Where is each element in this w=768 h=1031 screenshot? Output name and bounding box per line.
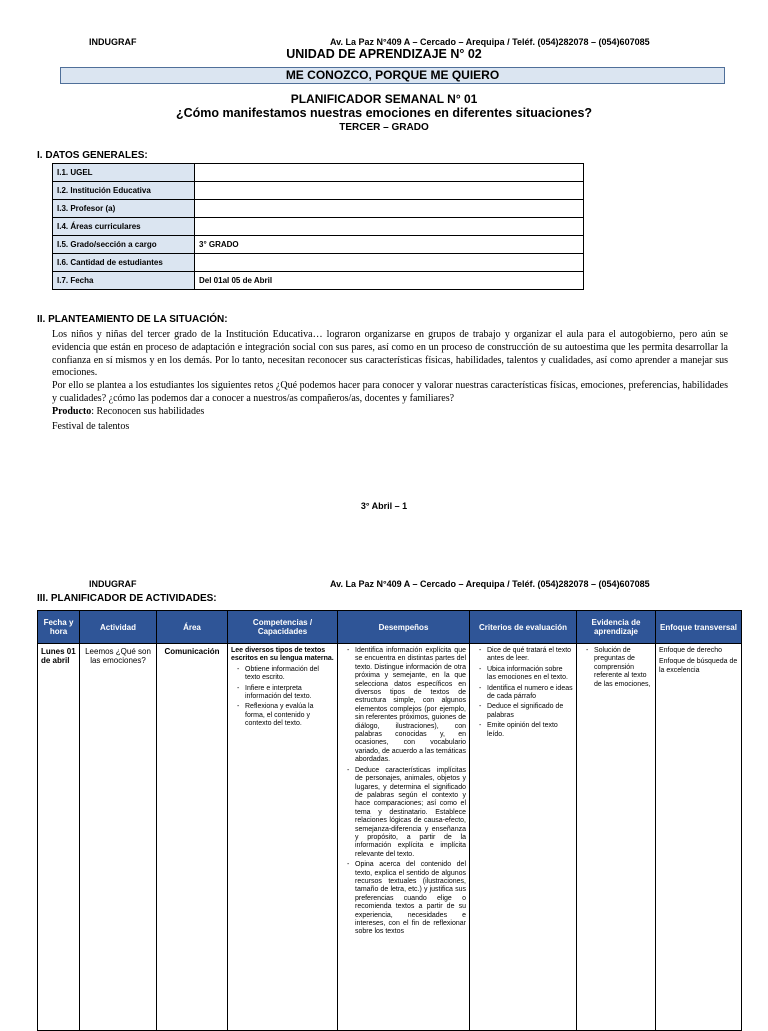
row-key: I.6. Cantidad de estudiantes <box>53 254 195 272</box>
general-data-table <box>52 163 584 290</box>
competence-title: Lee diversos tipos de textos escritos en su lengua materna. <box>231 647 334 663</box>
row-value: Del 01al 05 de Abril <box>195 272 584 290</box>
performances-list <box>341 647 466 937</box>
col-header-approach: Enfoque transversal <box>656 611 742 644</box>
list-item: - Deduce características implícitas de personajes, animales, objetos y lugares, y determina el significado de palabras según el contexto y hace comparaciones; así como el tema y destinatario. Establece relaciones lógicas de causa-efecto, semejanza-diferencia y enseñanza y propósito, a partir de la información explícita e implícita relevante del texto. <box>349 767 466 859</box>
row-value <box>195 200 584 218</box>
situation-paragraph-2: Por ello se plantea a los estudiantes los siguientes retos ¿Qué podemos hacer para conocer y valorar nuestras características físicas, emociones, preferencias, habilidades y cualidades? ¿cómo las podemos dar a conocer a nuestros/as compañeros/as, docentes y familiares? <box>52 380 728 404</box>
header-company-page-2: INDUGRAF <box>89 579 137 589</box>
table-row <box>53 254 584 272</box>
cell-area: Comunicación <box>157 644 228 1031</box>
col-header-date: Fecha y hora <box>38 611 80 644</box>
capacities-list <box>231 666 334 729</box>
section-1-heading: I. DATOS GENERALES: <box>37 150 148 161</box>
col-header-performances: Desempeños <box>338 611 470 644</box>
list-item: - Emite opinión del texto leído. <box>481 722 573 739</box>
col-header-activity: Actividad <box>80 611 157 644</box>
list-item: - Deduce el significado de palabras <box>481 703 573 720</box>
section-3-heading: III. PLANIFICADOR DE ACTIVIDADES: <box>37 593 217 604</box>
row-key: I.4. Áreas curriculares <box>53 218 195 236</box>
header-address-page-2: Av. La Paz N°409 A – Cercado – Arequipa / Teléf. (054)282078 – (054)607085 <box>330 579 650 589</box>
table-row <box>38 644 742 1031</box>
row-value <box>195 182 584 200</box>
unit-name-band: ME CONOZCO, PORQUE ME QUIERO <box>60 67 725 84</box>
approach-item: Enfoque de búsqueda de la excelencia <box>659 658 738 674</box>
list-item: - Infiere e interpreta información del texto. <box>239 685 334 702</box>
col-header-criteria: Criterios de evaluación <box>470 611 577 644</box>
row-key: I.1. UGEL <box>53 164 195 182</box>
list-item: - Identifica información explícita que se encuentra en distintas partes del texto. Distingue información de otra próxima y semejante, en la que selecciona datos específicos en diversos tipos de textos de estructura simple, con algunos elementos complejos (por ejemplo, sin referentes próximos, guiones de diálogo, ilustraciones), con palabras conocidas y, en ocasiones, con vocabulario variado, de acuerdo a las temáticas abordadas. <box>349 647 466 765</box>
approach-item: Enfoque de derecho <box>659 647 723 654</box>
list-item: - Reflexiona y evalúa la forma, el contenido y contexto del texto. <box>239 703 334 728</box>
header-company: INDUGRAF <box>89 37 137 47</box>
list-item: - Obtiene información del texto escrito. <box>239 666 334 683</box>
table-row <box>53 218 584 236</box>
cell-activity: Leemos ¿Qué son las emociones? <box>80 644 157 1031</box>
cell-criteria <box>470 644 577 1031</box>
product-line <box>52 406 728 419</box>
product-label: Producto <box>52 405 92 417</box>
criteria-list <box>473 647 573 739</box>
table-row <box>53 272 584 290</box>
col-header-competencies: Competencias / Capacidades <box>228 611 338 644</box>
list-item: - Solución de preguntas de comprensión referente al texto de las emociones, <box>588 647 652 689</box>
row-value: 3° GRADO <box>195 236 584 254</box>
cell-approach <box>656 644 742 1031</box>
planner-title: PLANIFICADOR SEMANAL N° 01 <box>290 92 478 106</box>
list-item: - Ubica información sobre las emociones en el texto. <box>481 666 573 683</box>
row-key: I.2. Institución Educativa <box>53 182 195 200</box>
col-header-evidence: Evidencia de aprendizaje <box>577 611 656 644</box>
cell-date: Lunes 01 de abril <box>38 644 80 1031</box>
festival-line: Festival de talentos <box>52 420 130 432</box>
cell-performances <box>338 644 470 1031</box>
header-address: Av. La Paz N°409 A – Cercado – Arequipa / Teléf. (054)282078 – (054)607085 <box>330 37 650 47</box>
product-text: : Reconocen sus habilidades <box>91 405 205 417</box>
grade-label: TERCER – GRADO <box>339 122 429 133</box>
evidence-list <box>580 647 652 689</box>
page-footer: 3° Abril – 1 <box>360 501 408 511</box>
row-key: I.3. Profesor (a) <box>53 200 195 218</box>
col-header-area: Área <box>157 611 228 644</box>
list-item: - Dice de qué tratará el texto antes de leer. <box>481 647 573 664</box>
activities-table <box>37 610 742 1031</box>
row-key: I.7. Fecha <box>53 272 195 290</box>
cell-competencies <box>228 644 338 1031</box>
unit-title: UNIDAD DE APRENDIZAJE N° 02 <box>286 47 482 61</box>
table-row <box>53 164 584 182</box>
row-value <box>195 164 584 182</box>
row-key: I.5. Grado/sección a cargo <box>53 236 195 254</box>
situation-text <box>52 329 728 433</box>
section-2-heading: II. PLANTEAMIENTO DE LA SITUACIÓN: <box>37 314 228 325</box>
cell-evidence <box>577 644 656 1031</box>
table-row <box>53 182 584 200</box>
row-value <box>195 254 584 272</box>
table-row <box>53 236 584 254</box>
list-item: - Identifica el numero e ideas de cada párrafo <box>481 685 573 702</box>
table-row <box>53 200 584 218</box>
planner-question: ¿Cómo manifestamos nuestras emociones en diferentes situaciones? <box>175 106 593 120</box>
list-item: - Opina acerca del contenido del texto, explica el sentido de algunos recursos textuales (ilustraciones, tamaño de letra, etc.) y justifica sus preferencias cuando elige o recomienda textos a partir de su experiencia, necesidades e intereses, con el fin de reflexionar sobre los textos <box>349 861 466 937</box>
table-header-row <box>38 611 742 644</box>
row-value <box>195 218 584 236</box>
situation-paragraph-1: Los niños y niñas del tercer grado de la Institución Educativa… lograron organizarse en grupos de trabajo y organizar el aula para el autogobierno, pero aún se evidencia que están en proceso de adaptación e integración social con sus pares, así como en un proceso de construcción de su autoestima que les permita desarrollar la confianza en sí mismos y en los demás. Por lo tanto, necesitan reconocer sus características físicas, habilidades, talentos y cualidades, así como aprender a manejar sus emociones. <box>52 329 728 379</box>
